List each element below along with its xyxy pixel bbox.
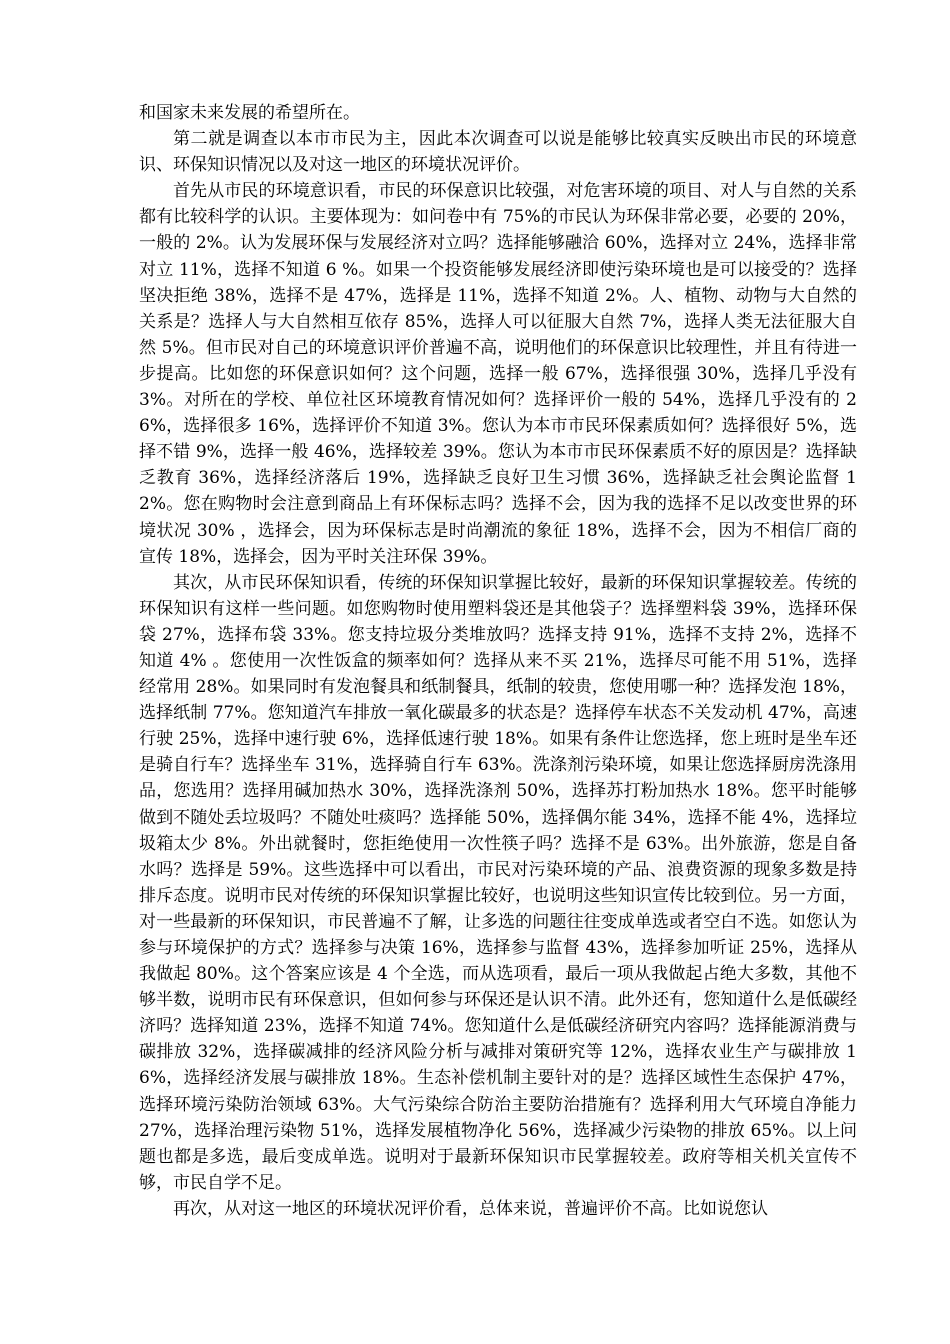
- body-text: [139, 100, 857, 1222]
- paragraph-environmental-awareness: 首先从市民的环境意识看，市民的环保意识比较强，对危害环境的项目、对人与自然的关系都有比较科学的认识。主要体现为：如问卷中有 75%的市民认为环保非常必要，必要的 20%，一般的 2%。认为发展环保与发展经济对立吗？选择能够融洽 60%，选择对立 24%，选择非常对立 11%，选择不知道 6 %。如果一个投资能够发展经济即使污染环境也是可以接受的？选择坚决拒绝 38%，选择不是 47%，选择是 11%，选择不知道 2%。人、植物、动物与大自然的关系是？选择人与大自然相互依存 85%，选择人可以征服大自然 7%，选择人类无法征服大自然 5%。但市民对自己的环境意识评价普遍不高，说明他们的环保意识比较理性，并且有待进一步提高。比如您的环保意识如何？这个问题，选择一般 67%，选择很强 30%，选择几乎没有 3%。对所在的学校、单位社区环境教育情况如何？选择评价一般的 54%，选择几乎没有的 26%，选择很多 16%，选择评价不知道 3%。您认为本市市民环保素质如何？选择很好 5%，选择不错 9%，选择一般 46%，选择较差 39%。您认为本市市民环保素质不好的原因是？选择缺乏教育 36%，选择经济落后 19%，选择缺乏良好卫生习惯 36%，选择缺乏社会舆论监督 12%。您在购物时会注意到商品上有环保标志吗？选择不会，因为我的选择不足以改变世界的环境状况 30% ，选择会，因为环保标志是时尚潮流的象征 18%，选择不会，因为不相信厂商的宣传 18%，选择会，因为平时关注环保 39%。: [139, 181, 857, 567]
- paragraph-environment-evaluation: 再次，从对这一地区的环境状况评价看，总体来说，普遍评价不高。比如说您认: [173, 1198, 768, 1219]
- paragraph-environmental-knowledge: 其次，从市民环保知识看，传统的环保知识掌握比较好，最新的环保知识掌握较差。传统的环保知识有这样一些问题。如您购物时使用塑料袋还是其他袋子？选择塑料袋 39%，选择环保袋 27%，选择布袋 33%。您支持垃圾分类堆放吗？选择支持 91%，选择不支持 2%，选择不知道 4% 。您使用一次性饭盒的频率如何？选择从来不买 21%，选择尽可能不用 51%，选择经常用 28%。如果同时有发泡餐具和纸制餐具，纸制的较贵，您使用哪一种？选择发泡 18%，选择纸制 77%。您知道汽车排放一氧化碳最多的状态是？选择停车状态不关发动机 47%，高速行驶 25%，选择中速行驶 6%，选择低速行驶 18%。如果有条件让您选择，您上班时是坐车还是骑自行车？选择坐车 31%，选择骑自行车 63%。洗涤剂污染环境，如果让您选择厨房洗涤用品，您选用？选择用碱加热水 30%，选择洗涤剂 50%，选择苏打粉加热水 18%。您平时能够做到不随处丢垃圾吗？不随处吐痰吗？选择能 50%，选择偶尔能 34%，选择不能 4%，选择垃圾箱太少 8%。外出就餐时，您拒绝使用一次性筷子吗？选择不是 63%。出外旅游，您是自备水吗？选择是 59%。这些选择中可以看出，市民对污染环境的产品、浪费资源的现象多数是持排斥态度。说明市民对传统的环保知识掌握比较好，也说明这些知识宣传比较到位。另一方面，对一些最新的环保知识，市民普遍不了解，让多选的问题往往变成单选或者空白不选。如您认为参与环境保护的方式？选择参与决策 16%，选择参与监督 43%，选择参加听证 25%，选择从我做起 80%。这个答案应该是 4 个全选，而从选项看，最后一项从我做起占绝大多数，其他不够半数，说明市民有环保意识，但如何参与环保还是认识不清。此外还有，您知道什么是低碳经济吗？选择知道 23%，选择不知道 74%。您知道什么是低碳经济研究内容吗？选择能源消费与碳排放 32%，选择碳减排的经济风险分析与减排对策研究等 12%，选择农业生产与碳排放 16%，选择经济发展与碳排放 18%。生态补偿机制主要针对的是？选择区域性生态保护 47%，选择环境污染防治领域 63%。大气污染综合防治主要防治措施有？选择利用大气环境自净能力 27%，选择治理污染物 51%，选择发展植物净化 56%，选择减少污染物的排放 65%。以上问题也都是多选，最后变成单选。说明对于最新环保知识市民掌握较差。政府等相关机关宣传不够，市民自学不足。: [139, 572, 857, 1193]
- paragraph-survey-subjects: 第二就是调查以本市市民为主，因此本次调查可以说是能够比较真实反映出市民的环境意识、环保知识情况以及对这一地区的环境状况评价。: [139, 129, 857, 176]
- paragraph-continuation: 和国家未来发展的希望所在。: [139, 103, 360, 123]
